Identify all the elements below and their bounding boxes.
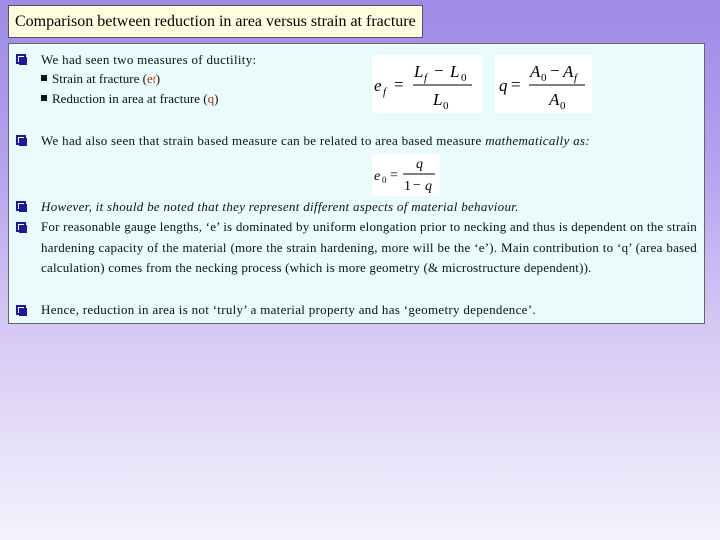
bullet-5-icon — [16, 305, 26, 315]
svg-text:=: = — [390, 168, 398, 183]
svg-text:A: A — [530, 62, 541, 81]
svg-text:0: 0 — [541, 72, 547, 84]
slide-title-text: Comparison between reduction in area versus strain at fracture — [15, 12, 416, 30]
square-bullet-icon — [41, 95, 47, 101]
svg-text:f: f — [574, 72, 578, 84]
formula-reduction-in-area — [495, 55, 592, 113]
svg-text:q: q — [425, 179, 432, 194]
formula-strain-at-fracture — [372, 55, 483, 113]
sub-bullet-reduction: Reduction in area at fracture (q) — [41, 89, 218, 109]
svg-text:e: e — [374, 76, 382, 95]
sub-bullet-strain: Strain at fracture (ef) — [41, 69, 160, 90]
svg-text:f: f — [383, 86, 387, 98]
bullet-4-text: For reasonable gauge lengths, ‘e’ is dominated by uniform elongation prior to necking and thus is dependent on the strain hardening capacity of the material (more the strain hardening, more will be the ‘e’). Main contribution to ‘q’ (area based calculation) comes from the necking process (which is more geometry (& microstructure dependent)). — [41, 219, 697, 275]
formula-strain-from-area — [372, 154, 440, 196]
bullet-2-text: We had also seen that strain based measure can be related to area based measure mathematically as: — [41, 133, 590, 148]
svg-text:A: A — [549, 90, 560, 109]
svg-text:L: L — [433, 90, 443, 109]
svg-text:0: 0 — [382, 175, 387, 185]
svg-text:0: 0 — [461, 72, 467, 84]
slide-title — [8, 5, 423, 38]
svg-text:−: − — [550, 61, 560, 80]
bullet-1-text: We had seen two measures of ductility: — [41, 52, 257, 67]
bullet-2-icon — [16, 135, 26, 145]
svg-text:−: − — [434, 61, 444, 80]
svg-text:L: L — [450, 62, 460, 81]
content-panel — [8, 43, 705, 324]
svg-text:f: f — [424, 72, 428, 84]
svg-text:A: A — [563, 62, 574, 81]
square-bullet-icon — [41, 75, 47, 81]
bullet-5-text: Hence, reduction in area is not ‘truly’ a material property and has ‘geometry dependence’. — [41, 302, 536, 317]
svg-text:=: = — [511, 75, 521, 94]
svg-text:L: L — [414, 62, 424, 81]
bullet-3-icon — [16, 201, 26, 211]
svg-text:−: − — [413, 178, 421, 193]
svg-text:=: = — [394, 75, 404, 94]
svg-text:1: 1 — [404, 179, 411, 194]
svg-text:0: 0 — [443, 100, 449, 112]
svg-text:q: q — [499, 76, 508, 95]
bullet-3-text: However, it should be noted that they represent different aspects of material behaviour. — [41, 199, 519, 214]
svg-text:0: 0 — [560, 100, 566, 112]
bullet-1-icon — [16, 54, 26, 64]
bullet-4-icon — [16, 222, 26, 232]
svg-text:q: q — [416, 157, 423, 172]
svg-text:e: e — [374, 169, 381, 184]
